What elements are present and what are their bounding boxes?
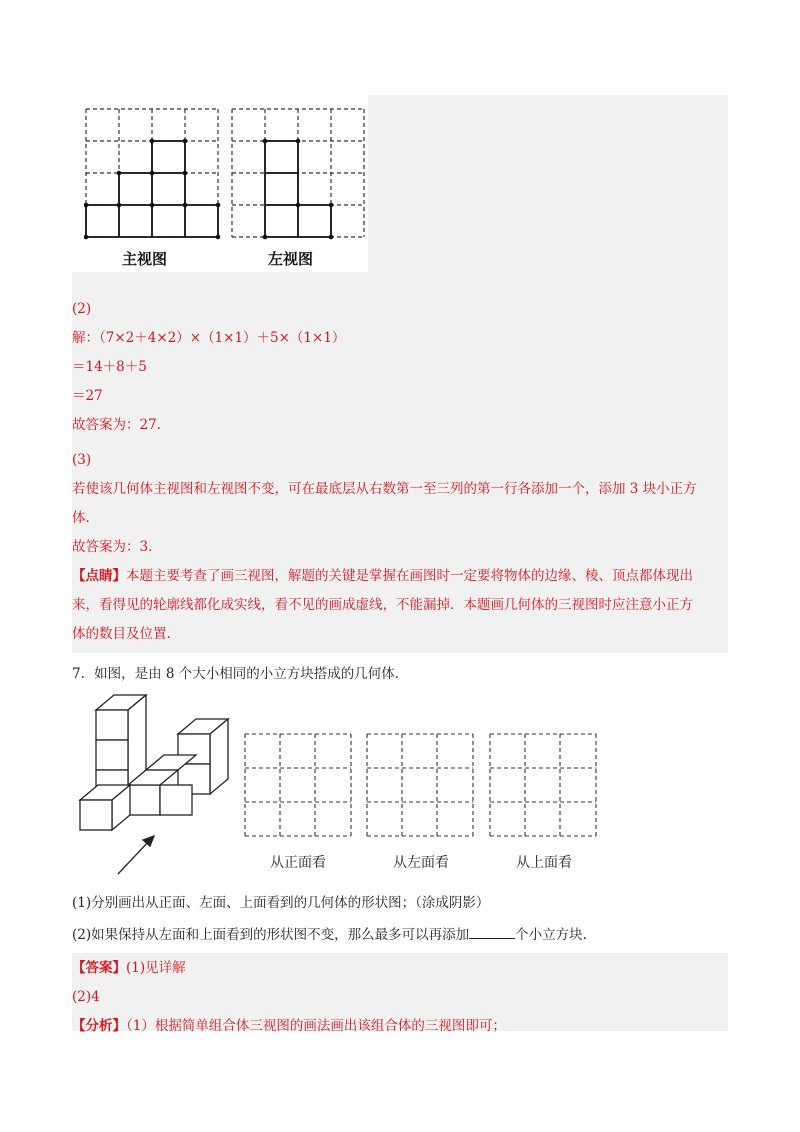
comment-text1: 本题主要考查了画三视图，解题的关键是掌握在画图时一定要将物体的边缘、棱、顶点都体现出: [126, 568, 693, 584]
answer-blank: [469, 924, 515, 939]
answer-line1: [72, 958, 186, 978]
question7-part2: [72, 924, 587, 945]
three-view-figure: [72, 95, 368, 272]
left-view-grid: [230, 107, 370, 247]
left-view-caption: 左视图: [268, 250, 314, 268]
question7-part2-after: 个小立方块.: [515, 927, 587, 943]
part3-line1: 若使该几何体主视图和左视图不变，可在最底层从右数第一至三列的第一行各添加一个，添加 3 块小正方: [72, 481, 697, 497]
question7-stem: 7．如图，是由 8 个大小相同的小立方块搭成的几何体.: [72, 666, 400, 682]
caption-top-view: 从上面看: [516, 855, 572, 871]
caption-left-view: 从左面看: [393, 855, 449, 871]
part3-answer: 故答案为：3.: [72, 539, 153, 555]
analysis-text1: （1）根据简单组合体三视图的画法画出该组合体的三视图即可；: [126, 1018, 506, 1034]
part2-label: (2): [72, 301, 92, 317]
answer-line2: (2)4: [72, 989, 100, 1005]
cube-stack-figure: [74, 690, 254, 878]
question7-part1: (1)分别画出从正面、左面、上面看到的几何体的形状图；（涂成阴影）: [72, 895, 490, 911]
part2-answer: 故答案为：27.: [72, 417, 161, 433]
answer-text1: (1)见详解: [126, 960, 186, 976]
comment-line1: [72, 566, 693, 586]
part2-line3: ＝27: [72, 388, 103, 404]
comment-line2: 来，看得见的轮廓线都化成实线，看不见的画成虚线，不能漏掉．本题画几何体的三视图时应注意小正方: [72, 597, 693, 613]
analysis-tag: 【分析】: [72, 1018, 126, 1034]
top-answer-grid: [489, 733, 599, 839]
analysis-line1: [72, 1016, 506, 1036]
caption-front-view: 从正面看: [270, 855, 326, 871]
part3-line2: 体.: [72, 510, 90, 526]
front-answer-grid: [244, 733, 354, 839]
front-view-caption: 主视图: [122, 250, 168, 268]
part2-line1: 解：（7×2＋4×2）×（1×1）＋5×（1×1）: [72, 330, 346, 346]
part2-line2: ＝14＋8＋5: [72, 359, 147, 375]
answer-tag: 【答案】: [72, 960, 126, 976]
front-view-grid: [84, 107, 224, 247]
left-answer-grid: [366, 733, 476, 839]
comment-line3: 体的数目及位置.: [72, 626, 171, 642]
part3-label: (3): [72, 452, 92, 468]
comment-tag: 【点睛】: [72, 568, 126, 584]
question7-part2-before: (2)如果保持从左面和上面看到的形状图不变，那么最多可以再添加: [72, 927, 470, 943]
